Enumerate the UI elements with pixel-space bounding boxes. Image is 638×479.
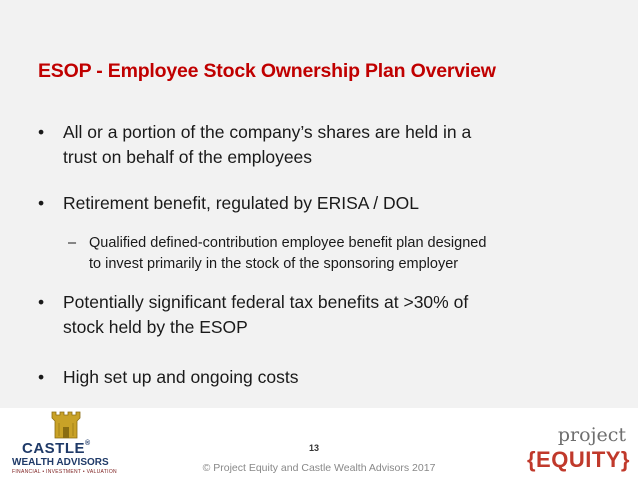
bullet-marker: •: [38, 122, 45, 142]
sub-bullet-marker: –: [68, 235, 77, 251]
bullet-text-line: High set up and ongoing costs: [63, 367, 299, 387]
slide-title: ESOP - Employee Stock Ownership Plan Overview: [38, 60, 496, 82]
project-equity-logo-word: project: [557, 424, 626, 446]
copyright-text: © Project Equity and Castle Wealth Advisors 2017: [202, 462, 436, 474]
castle-tower-icon: [48, 410, 84, 440]
castle-logo-name-text: CASTLE: [22, 440, 85, 457]
bullet-marker: •: [38, 292, 45, 312]
castle-logo-subtitle: WEALTH ADVISORS: [12, 457, 109, 468]
bullet-item: [38, 120, 471, 170]
bullet-item: [38, 365, 298, 390]
project-equity-logo: [510, 424, 632, 476]
bullet-text-line: All or a portion of the company’s shares are held in a: [63, 122, 472, 142]
project-equity-logo-brand: {EQUITY}: [526, 447, 630, 472]
castle-logo-tagline: FINANCIAL • INVESTMENT • VALUATION: [12, 469, 117, 475]
castle-logo-name: [22, 440, 91, 457]
bullet-text-line: Potentially significant federal tax benefits at >30% of: [63, 292, 469, 312]
bullet-marker: •: [38, 367, 45, 387]
sub-bullet-text-line: to invest primarily in the stock of the sponsoring employer: [89, 256, 459, 272]
bullet-item: [38, 191, 419, 216]
castle-logo-reg-mark: ®: [85, 440, 91, 447]
sub-bullet-item: [38, 233, 638, 275]
page-number: 13: [309, 443, 320, 453]
sub-bullet-text-line: Qualified defined-contribution employee benefit plan designed: [89, 235, 487, 251]
bullet-marker: •: [38, 193, 45, 213]
bullet-text-line: Retirement benefit, regulated by ERISA / DOL: [63, 193, 420, 213]
bullet-text-line: trust on behalf of the employees: [63, 147, 313, 167]
bullet-text-line: stock held by the ESOP: [63, 317, 248, 337]
bullet-item: [38, 290, 468, 340]
